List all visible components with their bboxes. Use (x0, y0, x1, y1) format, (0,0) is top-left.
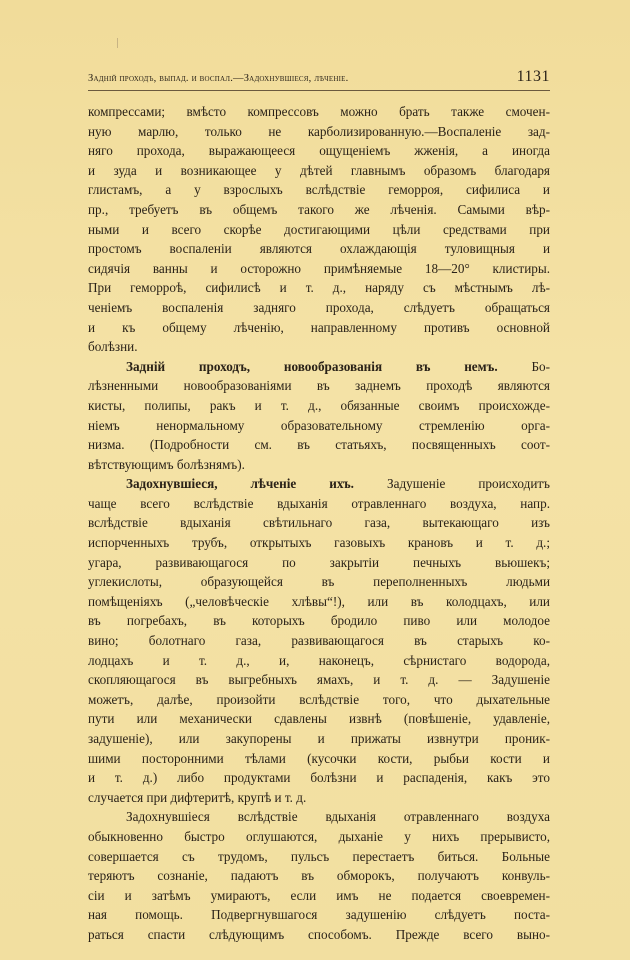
text-line: Задохнувшіеся вслѣдствіе вдыханія отравленнаго воздуха (126, 809, 550, 825)
text-line: лѣзненными новообразованіями въ заднемъ проходѣ являются (88, 378, 550, 394)
header-rule (88, 90, 550, 91)
text-line: скопляющагося въ выгребныхъ ямахъ, и т. д. — Задушеніе (88, 672, 550, 688)
running-header (88, 68, 550, 86)
paragraph-4 (88, 807, 550, 944)
text-line: шими посторонними тѣлами (кусочки кости, рыбьи кости и (88, 750, 550, 766)
text-line: няго прохода, выражающееся ощущеніемъ жженія, а иногда (88, 143, 550, 159)
text-line: случается при дифтеритѣ, крупѣ и т. д. (88, 789, 307, 805)
text-line: обыкновенно быстро оглушаются, дыханіе у нихъ прерывисто, (88, 828, 550, 844)
page-body (88, 102, 550, 945)
margin-mark (117, 38, 118, 48)
running-title: Задній проходъ, выпад. и воспал.—Задохнувшіеся, лѣченіе. (88, 73, 349, 84)
paragraph-1 (88, 102, 550, 357)
text-line: ченіемъ воспаленія задняго прохода, слѣдуетъ обращаться (88, 299, 550, 315)
text-line: угара, развивающагося по закрытіи печныхъ вьюшекъ; (88, 554, 550, 570)
text-line: кисты, полипы, ракъ и т. д., обязанные своимъ происхожде- (88, 397, 550, 413)
text-line: и къ общему лѣченію, направленному противъ основной (88, 319, 550, 335)
text-line: ніемъ ненормальному образовательному стремленію орга- (88, 417, 550, 433)
text-line: задушеніе), или закупорены и прижаты извнутри проник- (88, 731, 550, 746)
text-line (88, 357, 550, 377)
text-line: помѣщеніяхъ („человѣческіе хлѣвы“!), или въ колодцахъ, или (88, 593, 550, 609)
text-line: совершается съ трудомъ, пульсъ перестаетъ биться. Больные (88, 848, 550, 864)
text-line: и зуда и возникающее у дѣтей главнымъ образомъ благодаря (88, 162, 550, 178)
text-line: компрессами; вмѣсто компрессовъ можно брать также смочен- (88, 104, 550, 119)
text-line: ную марлю, только не карболизированную.—Воспаленіе зад- (88, 123, 550, 139)
section-heading: Задохнувшіеся, лѣченіе ихъ. (126, 476, 354, 492)
text-line: углекислоты, образующейся въ переполненныхъ людьми (88, 574, 550, 590)
page-number: 1131 (516, 68, 550, 85)
paragraph-2 (88, 357, 550, 475)
text-line: пути или механически сдавлены извнѣ (повѣшеніе, удавленіе, (88, 711, 550, 727)
text-line: чаще всего вслѣдствіе вдыханія отравленнаго воздуха, напр. (88, 495, 550, 511)
text-line: вѣтствующимъ болѣзнямъ). (88, 456, 245, 472)
text-line: теряютъ сознаніе, падаютъ въ обморокъ, получаютъ конвуль- (88, 868, 550, 884)
text-line: вслѣдствіе вдыханія свѣтильнаго газа, вытекающаго изъ (88, 515, 550, 531)
text-line (88, 474, 550, 494)
text-line: ная помощь. Подвергнувшагося задушенію слѣдуетъ поста- (88, 907, 550, 923)
text-line: ными и всего скорѣе достигающими цѣли средствами при (88, 221, 550, 237)
text-line: низма. (Подробности см. въ статьяхъ, посвященныхъ соот- (88, 437, 550, 453)
text-line: раться спасти слѣдующимъ способомъ. Прежде всего выно- (88, 926, 550, 942)
section-heading: Задній проходъ, новообразованія въ немъ. (126, 358, 498, 374)
text-line: въ погребахъ, въ которыхъ бродило пиво или молодое (88, 613, 550, 629)
text-line: болѣзни. (88, 339, 138, 355)
text-line: сіи и затѣмъ умираютъ, если имъ не подается своевремен- (88, 887, 550, 903)
text-line: лодцахъ и т. д., и, наконецъ, сѣрнистаго водорода, (88, 652, 550, 668)
text-line: При геморроѣ, сифилисѣ и т. д., наряду съ мѣстнымъ лѣ- (88, 280, 550, 296)
text-line: можетъ, далѣе, произойти вслѣдствіе того, что дыхательные (88, 691, 550, 707)
heading-continuation: Задушеніе происходитъ (386, 476, 550, 492)
text-line: и т. д.) либо продуктами болѣзни и распаденія, какъ это (88, 770, 550, 786)
paragraph-3 (88, 474, 550, 807)
text-line: сидячія ванны и осторожно примѣняемые 18—20° клистиры. (88, 260, 550, 276)
text-line: простомъ воспаленіи являются охлаждающія туловищныя и (88, 241, 550, 257)
text-line: глистамъ, а у взрослыхъ вслѣдствіе геморроя, сифилиса и (88, 182, 550, 198)
heading-continuation: Бо- (531, 358, 551, 374)
text-line: пр., требуетъ въ общемъ такого же лѣченія. Самыми вѣр- (88, 201, 550, 217)
text-line: испорченныхъ трубъ, открытыхъ газовыхъ крановъ и т. д.; (88, 535, 550, 551)
text-line: вино; болотнаго газа, развивающагося въ старыхъ ко- (88, 633, 550, 649)
